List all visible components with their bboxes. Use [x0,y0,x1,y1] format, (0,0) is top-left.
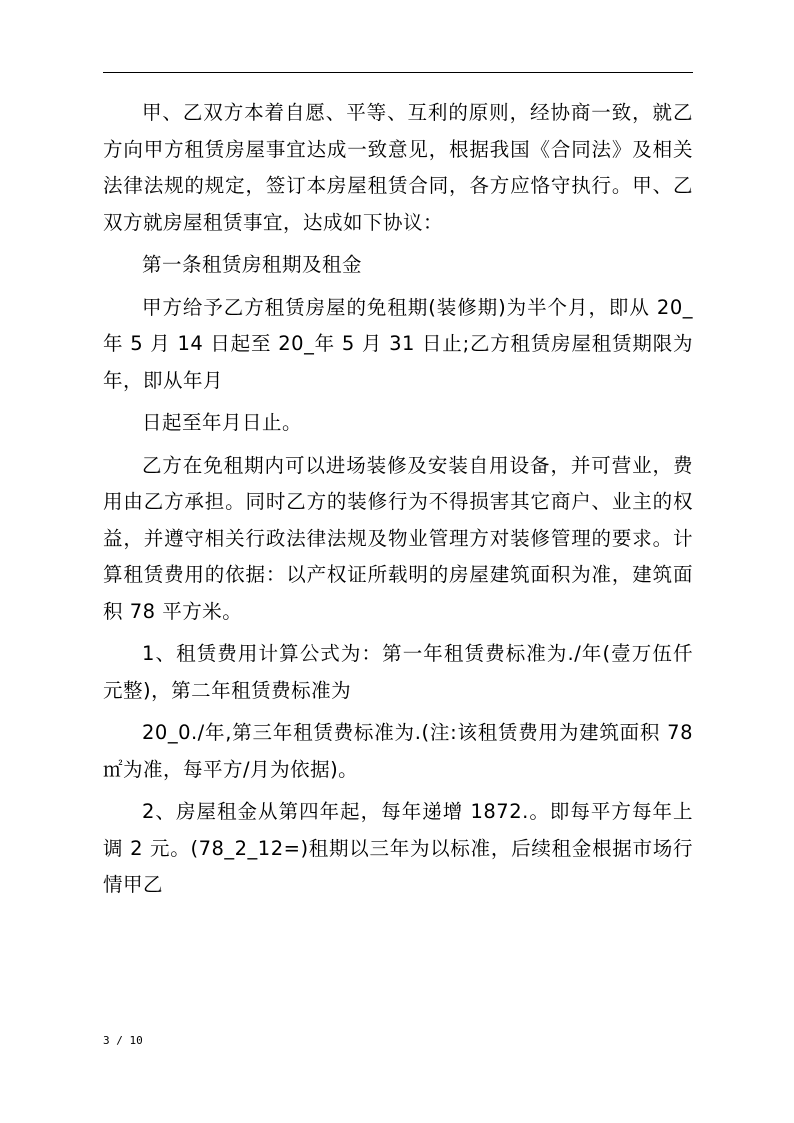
paragraph-article-1-heading: 第一条租赁房租期及租金 [142,253,363,276]
paragraph-rent-formula: 1、租赁费用计算公式为：第一年租赁费标准为./年(壹万伍仟元整)，第二年租赁费标准为 [103,642,693,702]
page-number: 3 / 10 [103,1034,143,1047]
paragraph-renovation: 乙方在免租期内可以进场装修及安装自用设备，并可营业，费用由乙方承担。同时乙方的装修行为不得损害其它商户、业主的权益，并遵守相关行政法律法规及物业管理方对装修管理的要求。计算租赁费用的依据：以产权证所载明的房屋建筑面积为准，建筑面积 78 平方米。 [103,453,693,623]
paragraph-rent-free-period: 甲方给予乙方租赁房屋的免租期(装修期)为半个月，即从 20_年 5 月 14 日起至 20_年 5 月 31 日止;乙方租赁房屋租赁期限为年，即从年月 [103,295,693,392]
document-body [103,95,693,904]
paragraph-lease-end: 日起至年月日止。 [142,411,303,434]
paragraph-rent-standard: 20_0./年,第三年租赁费标准为.(注:该租赁费用为建筑面积 78㎡为准，每平方/月为依据)。 [103,721,693,781]
paragraph-rent-increase: 2、房屋租金从第四年起，每年递增 1872.。即每平方每年上调 2 元。(78_2_12=)租期以三年为以标准，后续租金根据市场行情甲乙 [103,800,693,896]
paragraph-intro: 甲、乙双方本着自愿、平等、互利的原则，经协商一致，就乙方向甲方租赁房屋事宜达成一致意见，根据我国《合同法》及相关法律法规的规定，签订本房屋租赁合同，各方应恪守执行。甲、乙双方就房屋租赁事宜，达成如下协议： [103,101,693,234]
header-rule [103,72,693,73]
